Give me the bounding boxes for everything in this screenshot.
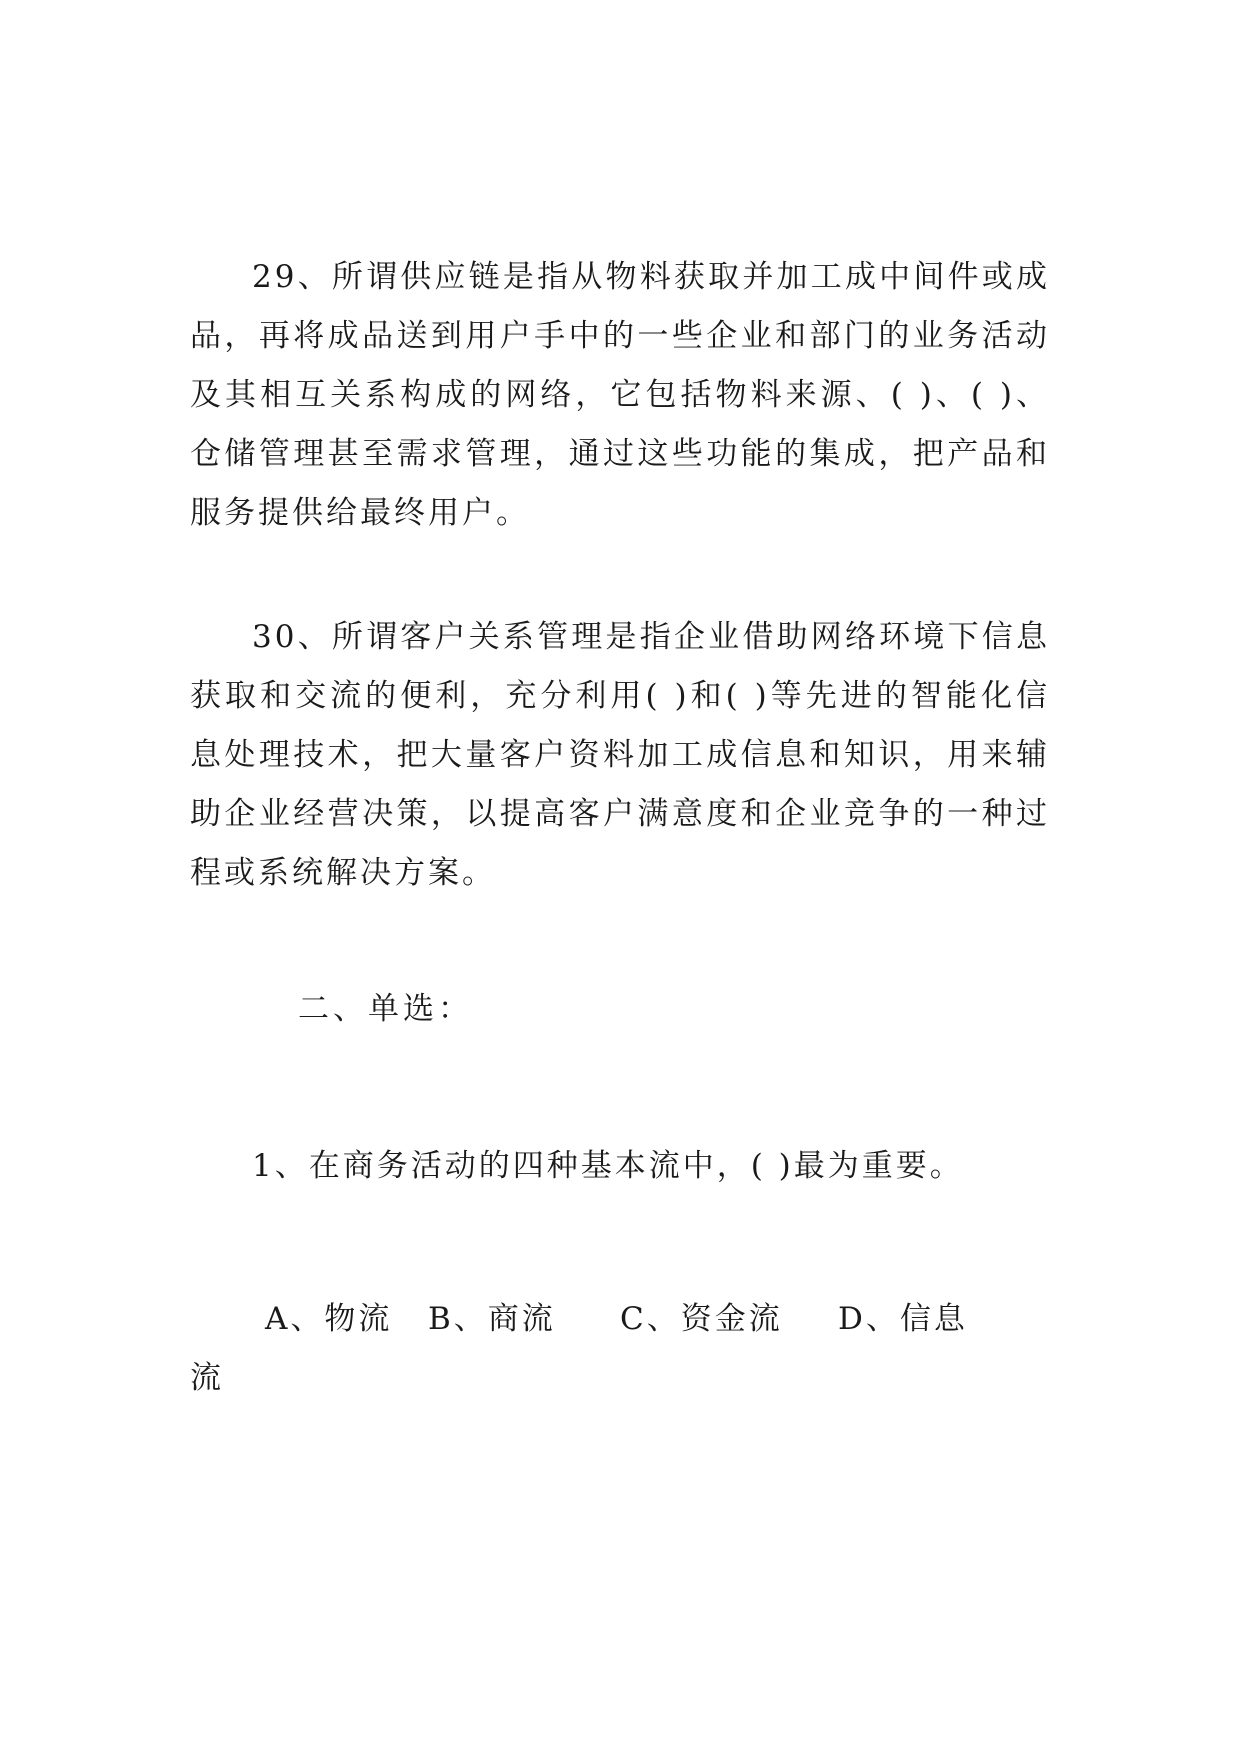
question-1-options [190,1290,1050,1408]
question-30-text: 30、所谓客户关系管理是指企业借助网络环境下信息获取和交流的便利，充分利用( )和( )等先进的智能化信息处理技术，把大量客户资料加工成信息和知识，用来辅助企业经营决策，以提高客户满意度和企业竞争的一种过程或系统解决方案。 [190,619,1050,891]
question-1-text: 1、在商务活动的四种基本流中，( )最为重要。 [252,1148,964,1184]
option-d: D、信息 [838,1301,968,1337]
option-c: C、资金流 [620,1301,783,1337]
option-b: B、商流 [428,1301,556,1337]
option-d-continued: 流 [190,1360,224,1396]
section-heading-single-choice: 二、单选： [298,991,473,1027]
question-29-text: 29、所谓供应链是指从物料获取并加工成中间件或成品，再将成品送到用户手中的一些企业和部门的业务活动及其相互关系构成的网络，它包括物料来源、( )、( )、仓储管理甚至需求管理，通过这些功能的集成，把产品和服务提供给最终用户。 [190,259,1050,531]
option-a: A、物流 [265,1301,393,1337]
